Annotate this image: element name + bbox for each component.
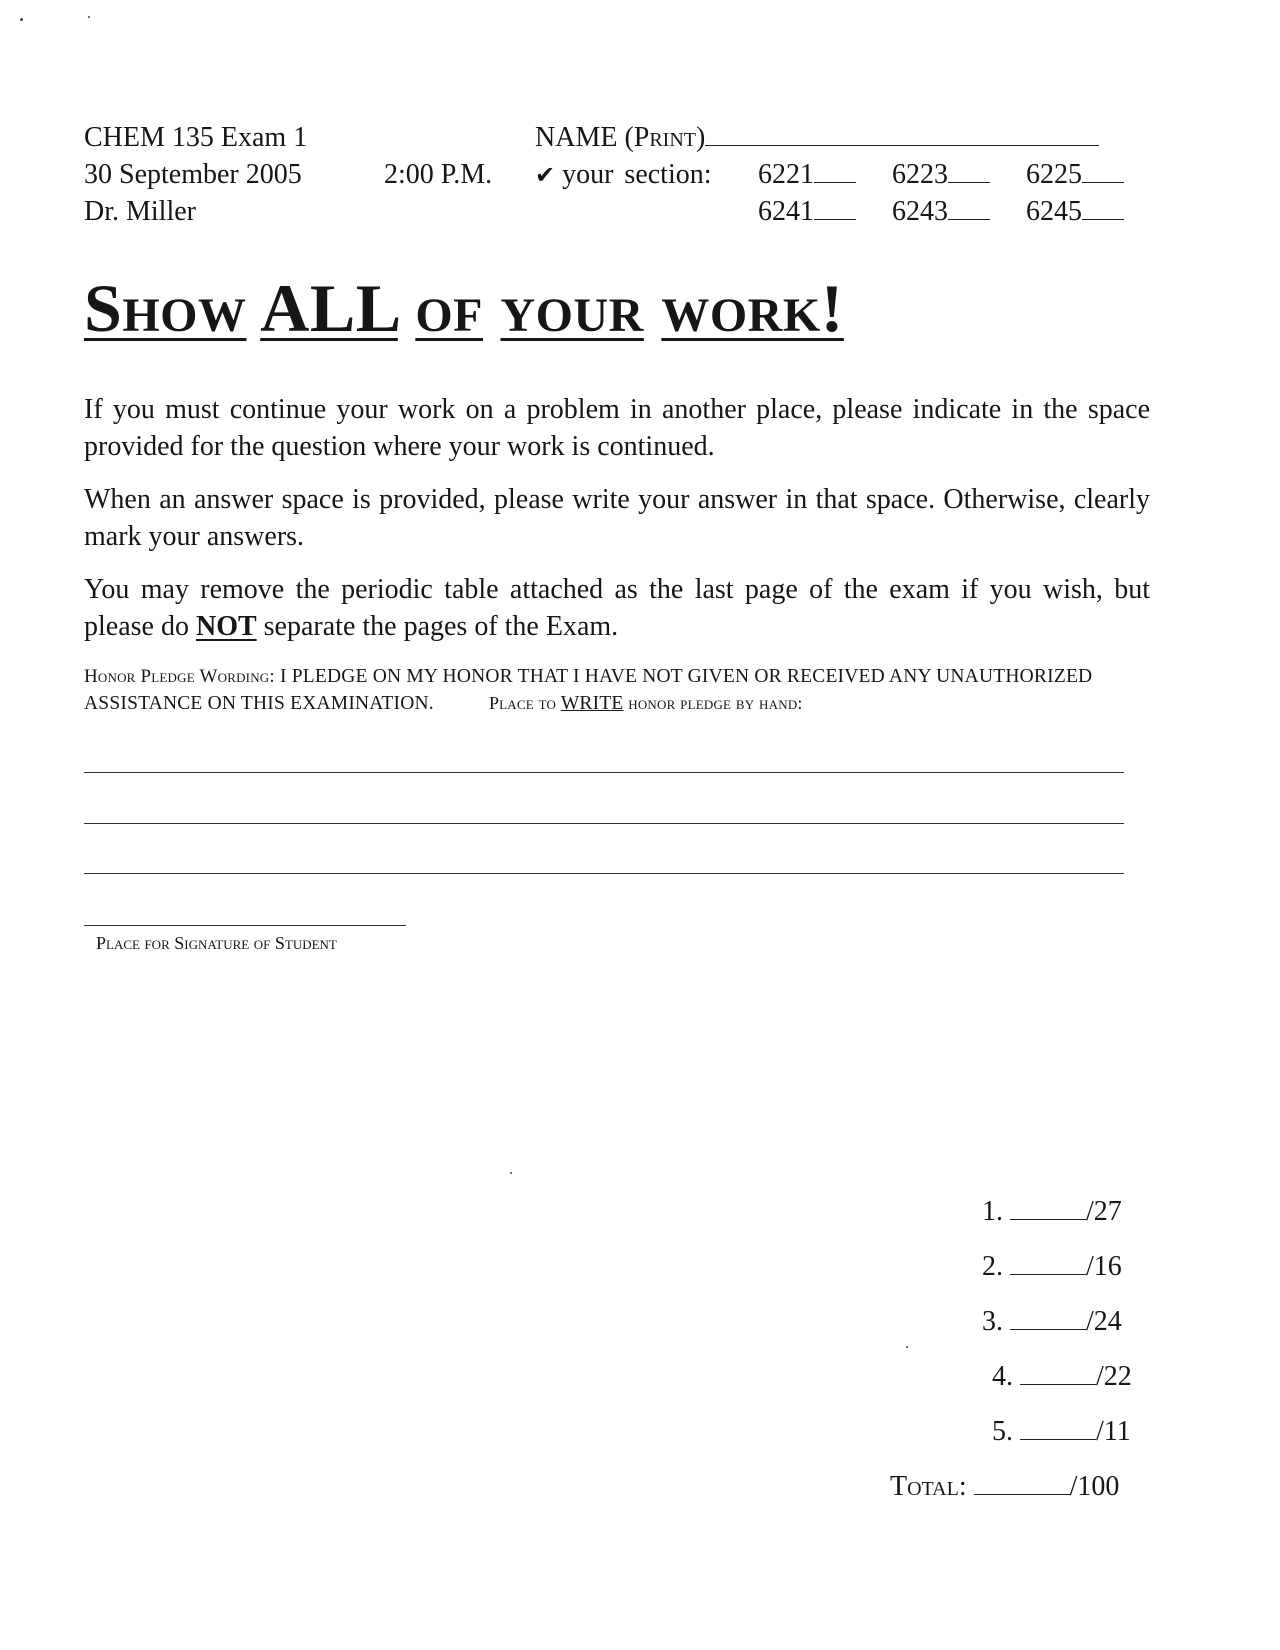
score-max: /11: [1096, 1416, 1131, 1447]
pledge-line-3[interactable]: [84, 873, 1124, 874]
score-blank[interactable]: [1020, 1419, 1096, 1440]
title-work: work!: [661, 270, 844, 346]
score-number: 4.: [992, 1361, 1013, 1392]
score-blank[interactable]: [1020, 1364, 1096, 1385]
check-mark-icon: ✔: [535, 161, 556, 189]
signature-line[interactable]: [84, 925, 406, 926]
section-option-6243[interactable]: [892, 195, 990, 229]
exam-time: 2:00 P.M.: [384, 159, 493, 190]
total-label: Total:: [890, 1471, 967, 1502]
section-option-6225[interactable]: [1026, 158, 1124, 192]
section-blank[interactable]: [1082, 197, 1124, 220]
section-blank[interactable]: [948, 197, 990, 220]
score-max: /24: [1086, 1306, 1122, 1337]
pledge-line-2[interactable]: [84, 823, 1124, 824]
section-number: 6241: [758, 196, 814, 227]
not-emphasis: NOT: [195, 611, 257, 642]
title-show: Show: [84, 270, 247, 346]
section-number: 6225: [1026, 159, 1082, 190]
instructor-name: Dr. Miller: [84, 196, 196, 227]
score-row-3: [982, 1305, 1122, 1339]
section-check-label: [535, 158, 712, 192]
course-title: CHEM 135 Exam 1: [84, 122, 308, 153]
score-row-1: [982, 1195, 1122, 1229]
write-word: WRITE: [560, 693, 624, 714]
score-number: 2.: [982, 1251, 1003, 1282]
write-pledge-instruction: [489, 693, 803, 713]
honor-pledge-text: I PLEDGE ON MY HONOR THAT I HAVE NOT GIVEN OR RECEIVED ANY UNAUTHORIZED ASSISTANCE ON THIS EXAMINATION.: [84, 666, 1093, 714]
section-label: your section:: [562, 159, 712, 190]
section-number: 6243: [892, 196, 948, 227]
periodic-table-text-before: You may remove the periodic table attached as the last page of the exam if you wish, but please do: [84, 574, 1150, 642]
signature-label: Place for Signature of Student: [96, 933, 337, 953]
score-row-2: [982, 1250, 1122, 1284]
section-number: 6221: [758, 159, 814, 190]
section-number: 6223: [892, 159, 948, 190]
title-your: your: [500, 270, 644, 346]
score-max: /27: [1086, 1196, 1122, 1227]
honor-pledge: [84, 664, 1150, 717]
score-number: 3.: [982, 1306, 1003, 1337]
scan-speck: [20, 18, 23, 21]
section-option-6223[interactable]: [892, 158, 990, 192]
title-of: of: [415, 270, 483, 346]
total-max: /100: [1069, 1471, 1120, 1502]
section-blank[interactable]: [1082, 160, 1124, 183]
score-blank[interactable]: [1010, 1309, 1086, 1330]
periodic-table-text-after: separate the pages of the Exam.: [256, 611, 619, 642]
pledge-line-1[interactable]: [84, 772, 1124, 773]
name-close-paren: ): [696, 122, 706, 153]
score-row-4: [992, 1360, 1132, 1394]
section-blank[interactable]: [814, 160, 856, 183]
scan-speck: [510, 1172, 512, 1174]
name-input-line[interactable]: [705, 123, 1099, 146]
section-option-6221[interactable]: [758, 158, 856, 192]
section-blank[interactable]: [814, 197, 856, 220]
instruction-answer-space: When an answer space is provided, please write your answer in that space. Otherwise, clearly mark your answers.: [84, 484, 1150, 552]
write-suffix: honor pledge by hand:: [623, 693, 803, 713]
write-prefix: Place to: [488, 693, 561, 713]
section-option-6241[interactable]: [758, 195, 856, 229]
score-total-row: [890, 1470, 1119, 1504]
score-blank[interactable]: [1010, 1254, 1086, 1275]
exam-date: 30 September 2005: [84, 159, 302, 190]
score-max: /16: [1086, 1251, 1122, 1282]
title-all: ALL: [260, 270, 398, 346]
name-label: NAME (: [535, 122, 634, 153]
section-blank[interactable]: [948, 160, 990, 183]
scan-speck: [906, 1346, 908, 1348]
name-field: [535, 121, 1099, 155]
score-max: /22: [1096, 1361, 1132, 1392]
name-print-label: Print: [633, 122, 696, 153]
section-number: 6245: [1026, 196, 1082, 227]
instruction-continue-work: If you must continue your work on a problem in another place, please indicate in the space provided for the question where your work is continued.: [84, 394, 1150, 462]
total-blank[interactable]: [974, 1474, 1070, 1495]
score-row-5: [992, 1415, 1131, 1449]
score-number: 1.: [982, 1196, 1003, 1227]
scan-speck: [88, 16, 90, 18]
honor-pledge-label: Honor Pledge Wording:: [84, 666, 275, 687]
score-number: 5.: [992, 1416, 1013, 1447]
page-title: [84, 268, 844, 348]
instruction-periodic-table: [84, 571, 1150, 645]
section-option-6245[interactable]: [1026, 195, 1124, 229]
score-blank[interactable]: [1010, 1199, 1086, 1220]
